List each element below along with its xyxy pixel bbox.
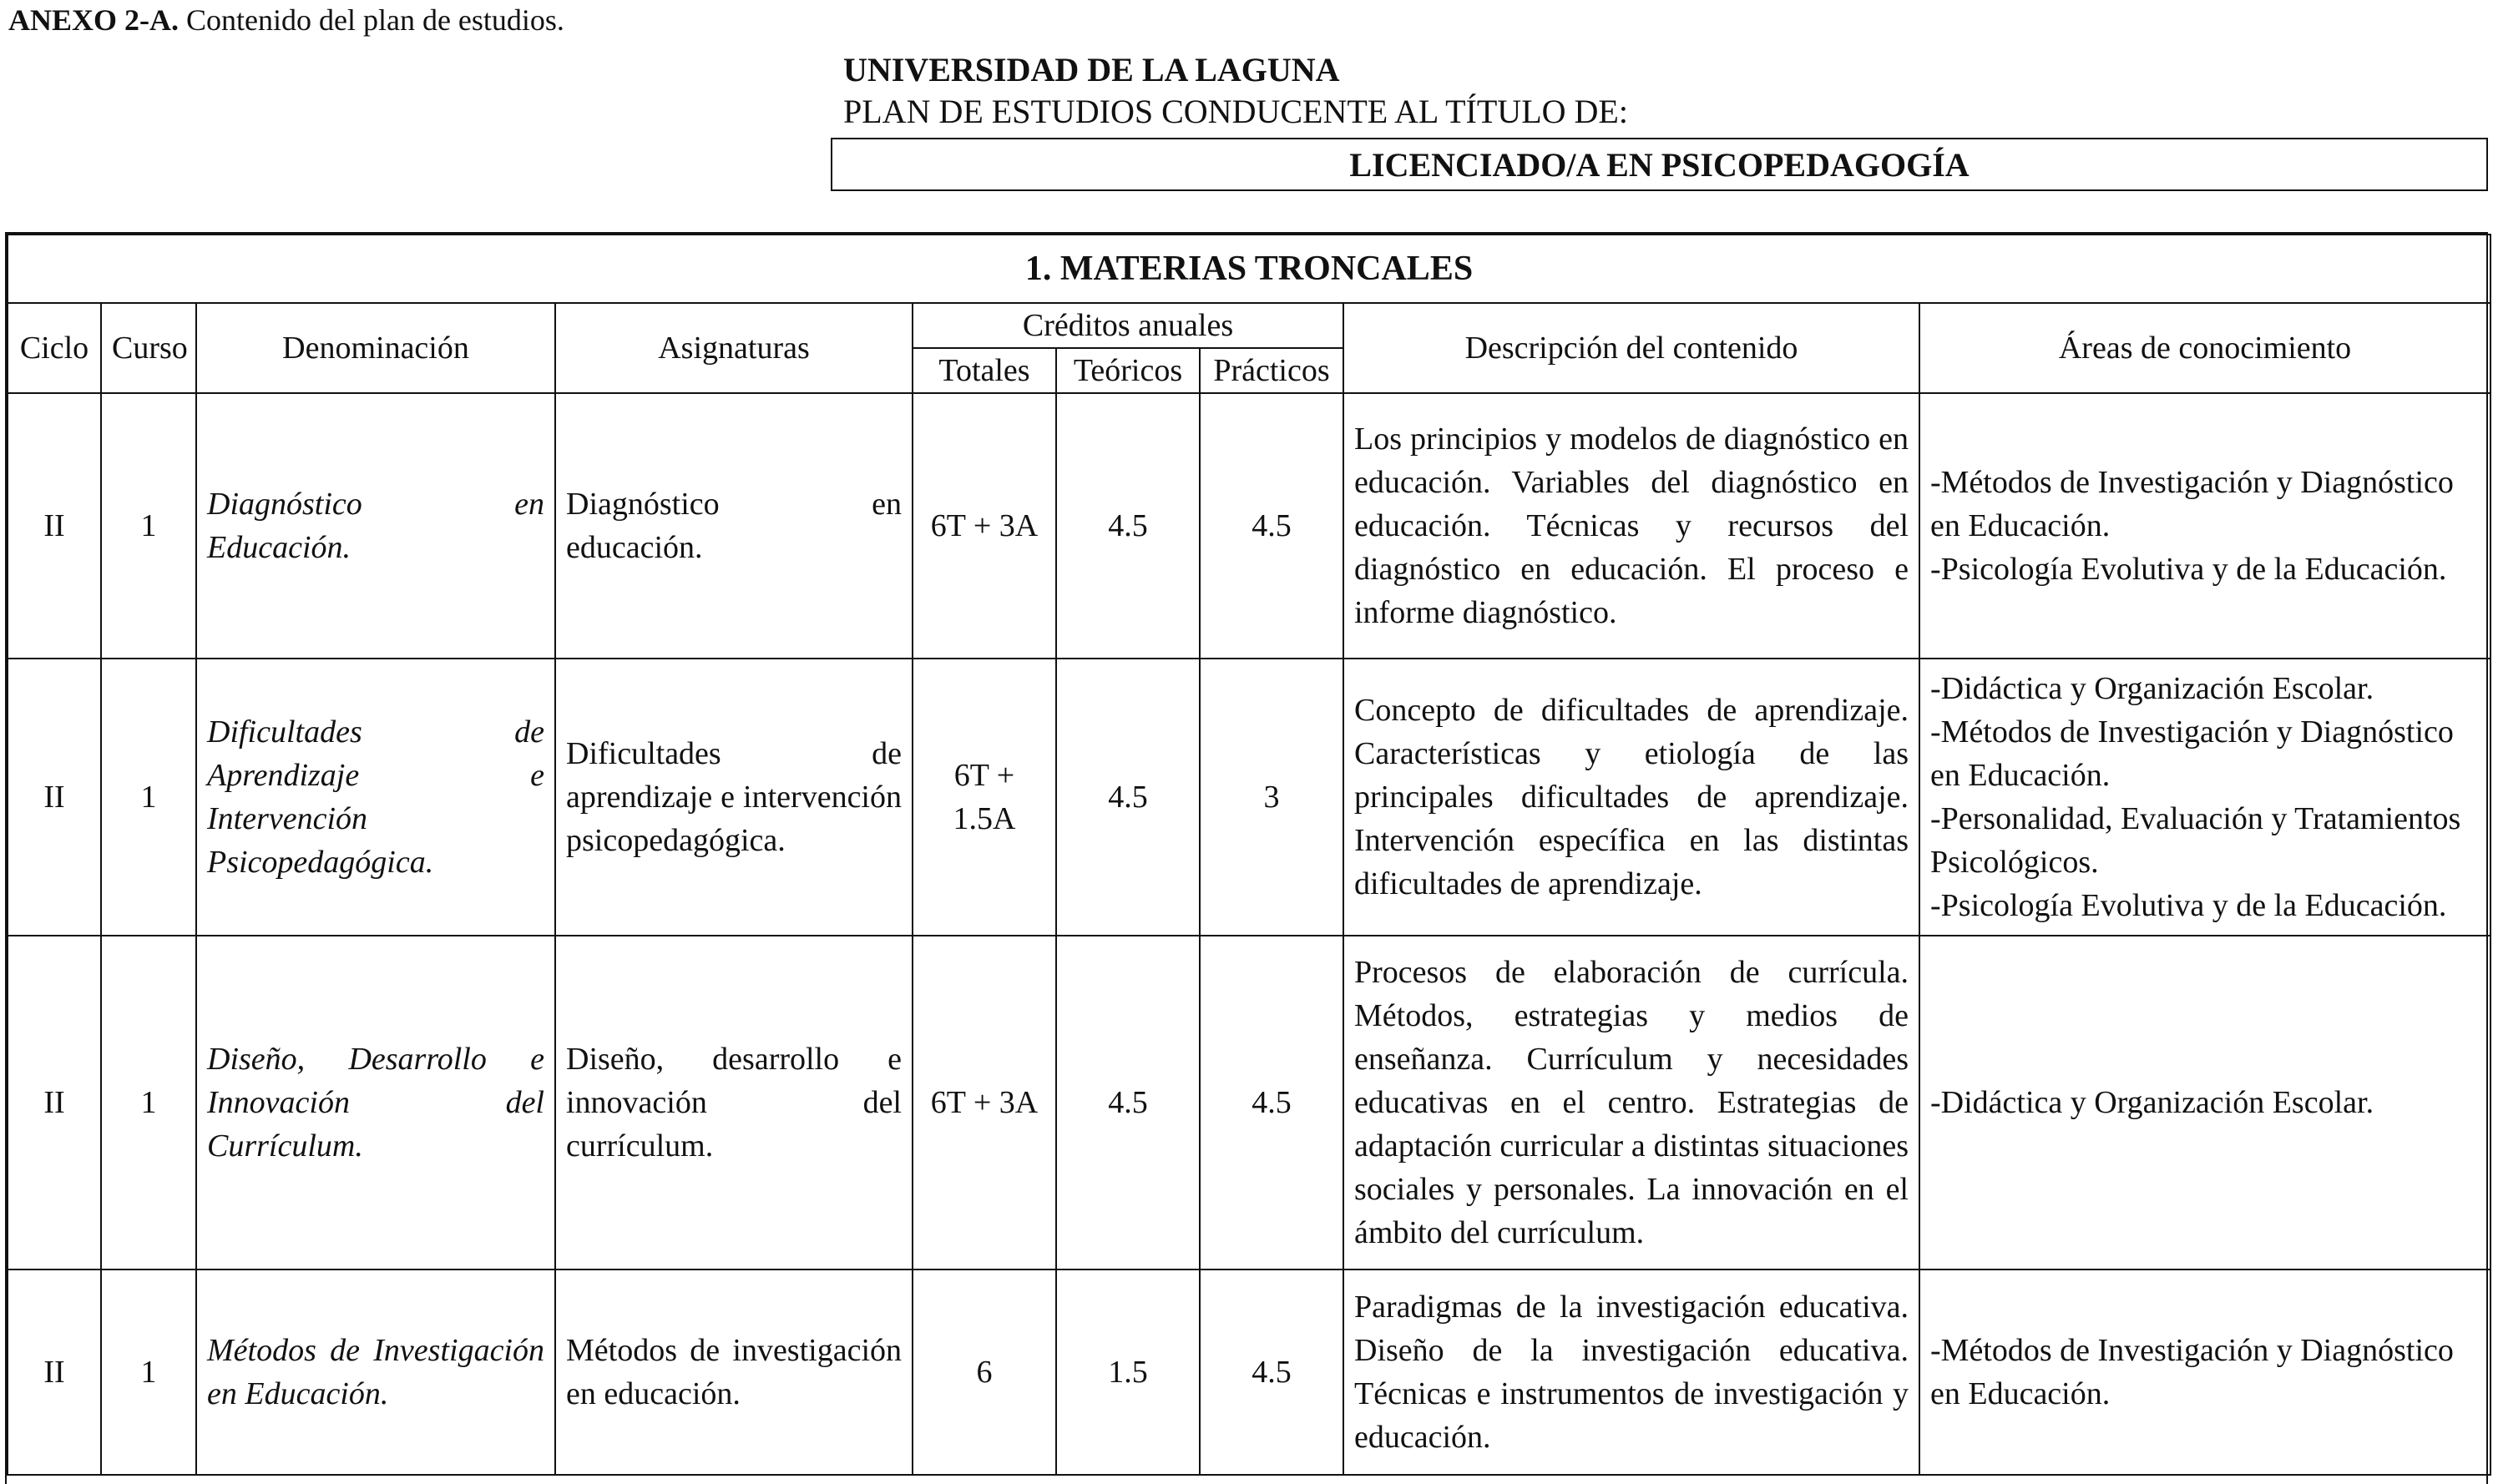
area-item: -Métodos de Investigación y Diagnóstico en Educación. bbox=[1930, 465, 2454, 543]
curriculum-table bbox=[7, 234, 2491, 1476]
descripcion-cell: Procesos de elaboración de currícula. Métodos, estrategias y medios de enseñanza. Currículum y necesidades educativas en el centro. Estrategias de adaptación curricular a distintas situaciones sociales y personales. La innovación en el ámbito del currículum. bbox=[1343, 936, 1919, 1269]
descripcion-cell: Paradigmas de la investigación educativa. Diseño de la investigación educativa. Técnicas e instrumentos de investigación y educación. bbox=[1343, 1269, 1919, 1475]
col-header-areas: Áreas de conocimiento bbox=[1919, 303, 2490, 393]
asignaturas-cell: Dificultades de aprendizaje e intervención psicopedagógica. bbox=[555, 659, 913, 936]
area-item: -Métodos de Investigación y Diagnóstico en Educación. bbox=[1930, 714, 2454, 793]
ciclo-cell: II bbox=[8, 936, 101, 1269]
areas-cell bbox=[1919, 1269, 2490, 1475]
practicos-cell: 3 bbox=[1200, 659, 1343, 936]
denominacion-cell: Diagnóstico en Educación. bbox=[196, 393, 555, 659]
ciclo-cell: II bbox=[8, 1269, 101, 1475]
plan-line: PLAN DE ESTUDIOS CONDUCENTE AL TÍTULO DE: bbox=[843, 93, 1628, 130]
denominacion-cell: Dificultades de Aprendizaje e Intervención Psicopedagógica. bbox=[196, 659, 555, 936]
ciclo-cell: II bbox=[8, 393, 101, 659]
col-header-asignaturas: Asignaturas bbox=[555, 303, 913, 393]
table-row bbox=[8, 659, 2490, 936]
asignaturas-cell: Métodos de investigación en educación. bbox=[555, 1269, 913, 1475]
annex-text: Contenido del plan de estudios. bbox=[179, 3, 564, 37]
table-row bbox=[8, 393, 2490, 659]
denominacion-cell: Métodos de Investigación en Educación. bbox=[196, 1269, 555, 1475]
col-header-ciclo: Ciclo bbox=[8, 303, 101, 393]
teoricos-cell: 4.5 bbox=[1056, 659, 1200, 936]
table-row bbox=[8, 936, 2490, 1269]
denominacion-cell: Diseño, Desarrollo e Innovación del Currículum. bbox=[196, 936, 555, 1269]
university-name: UNIVERSIDAD DE LA LAGUNA bbox=[843, 51, 1340, 88]
annex-label: ANEXO 2-A. bbox=[8, 3, 179, 37]
col-header-descripcion: Descripción del contenido bbox=[1343, 303, 1919, 393]
table-row bbox=[8, 1269, 2490, 1475]
totales-cell: 6 bbox=[913, 1269, 1056, 1475]
area-item: -Psicología Evolutiva y de la Educación. bbox=[1930, 552, 2447, 587]
area-item: -Psicología Evolutiva y de la Educación. bbox=[1930, 888, 2447, 923]
areas-cell bbox=[1919, 936, 2490, 1269]
areas-cell bbox=[1919, 393, 2490, 659]
area-item: -Personalidad, Evaluación y Tratamientos Psicológicos. bbox=[1930, 801, 2461, 880]
annex-heading bbox=[8, 2, 564, 38]
ciclo-cell: II bbox=[8, 659, 101, 936]
teoricos-cell: 4.5 bbox=[1056, 936, 1200, 1269]
col-header-practicos: Prácticos bbox=[1200, 348, 1343, 393]
col-header-creditos: Créditos anuales bbox=[913, 303, 1343, 348]
degree-title-box bbox=[831, 138, 2488, 191]
area-item: -Didáctica y Organización Escolar. bbox=[1930, 671, 2374, 706]
degree-title: LICENCIADO/A EN PSICOPEDAGOGÍA bbox=[1349, 145, 1970, 184]
col-header-denominacion: Denominación bbox=[196, 303, 555, 393]
curriculum-table-wrapper bbox=[5, 232, 2488, 1484]
area-item: -Métodos de Investigación y Diagnóstico en Educación. bbox=[1930, 1333, 2454, 1411]
teoricos-cell: 1.5 bbox=[1056, 1269, 1200, 1475]
descripcion-cell: Concepto de dificultades de aprendizaje. Características y etiología de las principales dificultades de aprendizaje. Intervención específica en las distintas dificultades de aprendizaje. bbox=[1343, 659, 1919, 936]
area-item: -Didáctica y Organización Escolar. bbox=[1930, 1085, 2374, 1120]
curso-cell: 1 bbox=[101, 393, 196, 659]
curso-cell: 1 bbox=[101, 1269, 196, 1475]
totales-cell: 6T + 1.5A bbox=[913, 659, 1056, 936]
practicos-cell: 4.5 bbox=[1200, 936, 1343, 1269]
col-header-teoricos: Teóricos bbox=[1056, 348, 1200, 393]
asignaturas-cell: Diseño, desarrollo e innovación del currículum. bbox=[555, 936, 913, 1269]
curso-cell: 1 bbox=[101, 659, 196, 936]
areas-cell bbox=[1919, 659, 2490, 936]
col-header-totales: Totales bbox=[913, 348, 1056, 393]
asignaturas-cell: Diagnóstico en educación. bbox=[555, 393, 913, 659]
descripcion-cell: Los principios y modelos de diagnóstico en educación. Variables del diagnóstico en educación. Técnicas y recursos del diagnóstico en educación. El proceso e informe diagnóstico. bbox=[1343, 393, 1919, 659]
totales-cell: 6T + 3A bbox=[913, 393, 1056, 659]
teoricos-cell: 4.5 bbox=[1056, 393, 1200, 659]
curso-cell: 1 bbox=[101, 936, 196, 1269]
practicos-cell: 4.5 bbox=[1200, 1269, 1343, 1475]
totales-cell: 6T + 3A bbox=[913, 936, 1056, 1269]
col-header-curso: Curso bbox=[101, 303, 196, 393]
section-title: 1. MATERIAS TRONCALES bbox=[8, 235, 2490, 303]
practicos-cell: 4.5 bbox=[1200, 393, 1343, 659]
